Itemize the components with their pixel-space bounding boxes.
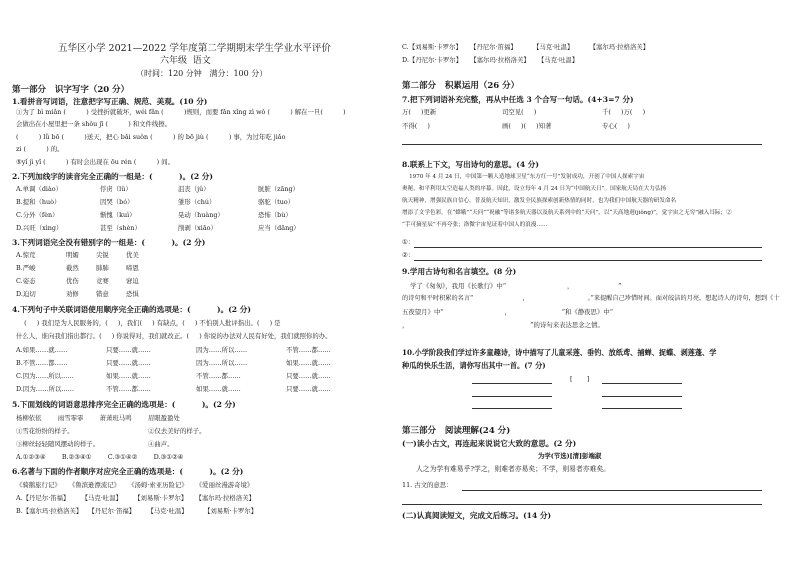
option-cell: C.姿态 (16, 277, 36, 285)
q4-text: ( ) 我们是为人民服务的，( )，我们( ) 有缺点，( ) 不怕别人批评指出。( ) 是 (16, 319, 281, 327)
option-cell: 只要……就…… (106, 359, 151, 367)
option-cell: 劝修 (66, 290, 79, 298)
q6-option: A.【丹尼尔·笛福】 【马克·吐温】 【刘易斯·卡罗尔】 【塞尔玛·拉格洛芙】 (16, 494, 255, 502)
q7-word: 画( )( )知著 (502, 122, 552, 130)
part1-header: 第一部分 识字写字（20 分） (12, 85, 130, 95)
q1-line: ⑤yǐ jì yǐ ( ) 有时会出现在 ōu rén ( ) 间。 (16, 158, 174, 166)
option-cell: 晃动（huàng） (178, 211, 224, 219)
q7-label: 7.把下列词语补充完整，再从中任选 3 个合写一句话。(4+3=7 分) (402, 95, 634, 104)
answer-line[interactable] (602, 396, 682, 397)
q6-option: D.【丹尼尔·卡罗尔】 【塞尔玛·拉格洛芙】 【马克·吐温】 (402, 56, 579, 64)
grade-subject: 六年级 语文 (160, 56, 211, 66)
q4-label: 4.下列句子中关联词语使用顺序完全正确的选项是：( )。(2 分) (12, 305, 251, 314)
option-cell: 错意 (96, 290, 109, 298)
q5-meaning: ③柳丝轻轻随风摆动的样子。 (16, 440, 100, 448)
option-cell: 不管……都…… (106, 385, 151, 393)
poem-text: 人之为学有难易乎?学之，则难者亦易矣；不学，则易者亦难矣。 (416, 465, 610, 473)
option-cell: 如果……就…… (196, 385, 241, 393)
option-cell: 因哭（bó） (100, 198, 134, 206)
option-cell: 如果……就…… (286, 359, 331, 367)
q8-answer-label: ①： (402, 238, 415, 246)
q9-line: 的诗句和平时积累的名言“ ， 。”来提醒自己珍惜时间。面对皎洁的月亮，想起诗人的诗句，想到《十 (402, 295, 780, 302)
q1-line: zi ( ) 的。 (16, 145, 64, 153)
option-cell: 肮脏（zāng） (258, 185, 299, 193)
q5-meaning: ②仅去美好的样子。 (148, 427, 206, 435)
part3-header: 第三部分 阅读理解(24 分) (402, 426, 511, 436)
q3-label: 3.下列词语完全没有错别字的一组是：( )。(2 分) (12, 238, 206, 247)
option-cell: 如果……就…… (106, 372, 151, 380)
q6-books: 《骑鹅旅行记》 《鲁滨逊漂流记》 《汤姆·索亚历险记》 《爱丽丝漫游奇境》 (16, 481, 254, 489)
option-cell: 削剥（xiāo） (178, 224, 217, 232)
option-cell: 竞赛 (96, 277, 109, 285)
q5-meaning: ①雪花纷纷的样子。 (16, 427, 74, 435)
sec1-label: (一)读小古文，再连起来说说它大致的意思。(2 分) (402, 439, 577, 448)
q9-line: ， ”的诗句来表达思念之情。 (402, 321, 604, 329)
option-cell: 不管……都…… (286, 346, 331, 354)
option-cell: D.兴旺（xìng） (16, 224, 63, 232)
option-cell: A.单调（diào） (16, 185, 63, 193)
q9-line: 五夜望月》中“ ， ”和《静夜思》中“ (402, 308, 613, 316)
q7-word: 千( )万( ) (602, 108, 646, 116)
q10-bracket: [ ] (570, 375, 590, 383)
option-cell: 因为……所以…… (196, 346, 248, 354)
option-cell: 窘迫 (126, 277, 139, 285)
option-cell: 恐怖（bù） (258, 211, 292, 219)
answer-line[interactable] (472, 396, 552, 397)
option-cell: 只要……就…… (106, 346, 151, 354)
time-score: （时间：120 分钟 满分：100 分） (136, 69, 268, 78)
option-cell: D.迫切 (16, 290, 36, 298)
passage-line: 航天精神，增强民族自信心，普及航天知识，激发全民族探索创新热情的同时，也为我们中国航天器的研发命名 (402, 198, 677, 204)
option-cell: B.不管……都…… (16, 359, 68, 367)
q6-option: C.【刘易斯·卡罗尔】 【丹尼尔·笛福】 【马克·吐温】 【塞尔玛·拉格洛芙】 (402, 43, 650, 51)
option-cell: 甚至（shèn） (100, 224, 141, 232)
q1-label: 1.看拼音写词语，注意把字写正确、规范、美观。(10 分) (12, 97, 208, 106)
option-cell: C.分外（fèn） (16, 211, 59, 219)
q5-meaning: ④曲声。 (148, 440, 174, 448)
answer-line[interactable] (414, 260, 762, 261)
answer-line[interactable] (402, 144, 762, 145)
passage-line: 1970 年 4 月 24 日，中国第一颗人造地球卫星“东方红一号”发射成功，开创了中国人探索宇宙 (402, 174, 645, 180)
option-cell: B.严峻 (16, 264, 36, 272)
answer-line[interactable] (414, 247, 762, 248)
q11-label: 11. 古文的意思： (402, 481, 453, 489)
option-cell: A.如果……就…… (16, 346, 68, 354)
answer-line[interactable] (602, 383, 682, 384)
answer-line[interactable] (472, 408, 552, 409)
sec2-label: (二)认真阅读短文，完成文后练习。(14 分) (402, 511, 552, 520)
q8-label: 8.联系上下文，写出诗句的意思。(4 分) (402, 160, 539, 169)
option-cell: 啼恩 (126, 264, 139, 272)
option-cell: A.惊荒 (16, 251, 36, 259)
passage-line: “手可摘星辰”不再夸张；洛微宇宙见证着中国人的浪漫…… (402, 222, 548, 228)
option-cell: 恐惧 (126, 290, 139, 298)
q5-words: 杨柳依依 雨雪霏霏 萧萧班马鸣 眉眼盈盈处 (16, 414, 180, 422)
option-cell: B.提和（huò） (16, 198, 61, 206)
q10-label: 10.小学阶段我们学过许多童趣诗，诗中描写了儿童采莲、垂钓、放纸鸢、捕蝉、捉蝶、剥莲蓬、学 (402, 348, 717, 357)
option-cell: 优伤 (66, 277, 79, 285)
option-cell: 只要……就…… (286, 385, 331, 393)
q9-line: 学了《匆匆》，我用《长歌行》中“ ， ” (402, 282, 622, 290)
q8-answer-label: ②： (402, 251, 415, 259)
option-cell: 优美 (126, 251, 139, 259)
option-cell: 应当（dāng） (258, 224, 300, 232)
option-cell: 因为……所以…… (196, 359, 248, 367)
option-cell: 只要……就…… (286, 372, 331, 380)
answer-line[interactable] (462, 490, 762, 491)
right-column (402, 0, 786, 562)
q2-label: 2.下列加线字的读音完全正确的一组是：( )。(2 分) (12, 172, 213, 181)
poem-title: 为学(节选)[清]彭端淑 (538, 452, 602, 460)
option-cell: 明媚 (66, 251, 79, 259)
option-cell: 俘虏（lǔ） (100, 185, 132, 193)
option-cell: 截然 (66, 264, 79, 272)
q1-line: 会做出在小屋里把一条 shǒu jī ( ) 和文件线擦。 (16, 120, 172, 128)
option-cell: 惭愧（kuì） (100, 211, 136, 219)
option-cell: 尖锐 (96, 251, 109, 259)
q6-label: 6.名著与下面的作者顺序对应完全正确的选项是：( )。(2 分) (12, 467, 244, 476)
answer-line[interactable] (602, 408, 682, 409)
q5-options: A.①②③④ B.②③④① C.③①④② D.③①②④ (16, 453, 184, 461)
q10-label: 种瓜的快乐生活，请你写出其中一首。(7 分) (402, 361, 546, 370)
option-cell: 不管……都…… (196, 372, 241, 380)
q1-line: ( ) lǜ bō ( )送天，把心 bǎi suǒn ( ) 的 bō jiù ( ) 事，为过年吃 jiǎo (16, 133, 286, 141)
option-cell: 骆驼（tuo） (258, 198, 295, 206)
part2-header: 第二部分 积累运用（26 分） (402, 81, 520, 91)
q7-word: 不得( ) (402, 122, 430, 130)
q7-word: 专心( ) (602, 122, 630, 130)
option-cell: D.因为……所以…… (16, 385, 75, 393)
option-cell: 沮丧（jǔ） (178, 185, 210, 193)
option-cell: 雏形（chú） (178, 198, 216, 206)
answer-line[interactable] (402, 504, 762, 505)
passage-line: 奥秘，和平利用太空造福人类的序幕。因此，设立每年 4 月 24 日为“中国航天日”。国家航天局在大力弘扬 (402, 186, 667, 192)
left-column (8, 0, 388, 562)
q9-label: 9.学用古诗句和名言填空。(8 分) (402, 267, 517, 276)
option-cell: 肺肺 (96, 264, 109, 272)
q6-option: B.【塞尔玛·拉格洛芙】 【丹尼尔·笛福】 【马克·吐温】 【刘易斯·卡罗尔】 (16, 507, 258, 515)
answer-line[interactable] (472, 383, 552, 384)
q5-label: 5.下面划线的词语意思排序完全正确的选项是：( )。(2 分) (12, 400, 236, 409)
option-cell: C.因为……所以…… (16, 372, 74, 380)
q7-word: 万( )更新 (402, 108, 437, 116)
q7-word: 司空见( ) (502, 108, 537, 116)
exam-title: 五华区小学 2021—2022 学年度第二学期期末学生学业水平评价 (58, 43, 331, 54)
q4-text: 什么人，谁向我们指出都行。( ) 你说得对，我们就改正。( ) 你说的办法对人民有好处，我们就照你的办。 (16, 332, 332, 340)
passage-line: 增添了文学色彩。在“嫦娥”“天问”“祝融”等诸多航天器以及航天系列中的“天问”，以“天高地迥(jiǒng)”，觉宇宙之无穷”融入耳际；② (402, 210, 732, 216)
q1-line: ①为了 bì miǎn ( ) 受挫折就破坏，wéi fǎn ( )规则，而要 fǎn xǐng zì wǒ ( ) 解在一旦( ) (16, 108, 346, 116)
